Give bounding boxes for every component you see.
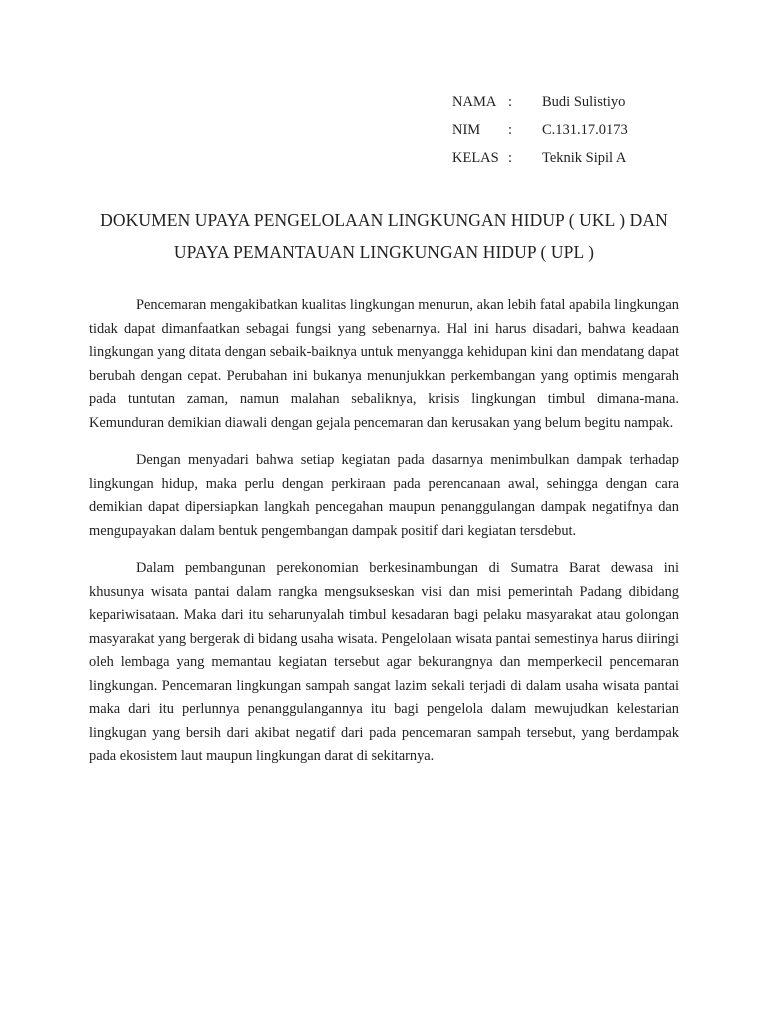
identity-label: KELAS: [452, 150, 499, 166]
identity-label: NAMA: [452, 94, 497, 110]
identity-separator: :: [508, 122, 513, 138]
identity-value: Budi Sulistiyo: [542, 94, 626, 110]
identity-row-class: [452, 148, 712, 176]
body-paragraph-2: Dengan menyadari bahwa setiap kegiatan pada dasarnya menimbulkan dampak terhadap lingkungan hidup, maka perlu dengan perkiraan pada perencanaan awal, sehingga dengan cara demikian dapat dipersiapkan langkah pencegahan maupun penanggulangan dampak negatifnya dan mengupayakan dalam bentuk pengembangan dampak positif dari kegiatan tersdebut.: [89, 452, 679, 539]
body-paragraph-1: Pencemaran mengakibatkan kualitas lingkungan menurun, akan lebih fatal apabila lingkungan tidak dapat dimanfaatkan sebagai fungsi yang sebenarnya. Hal ini harus disadari, bahwa keadaan lingkungan yang ditata dengan sebaik-baiknya untuk menyangga kehidupan kini dan mendatang dapat berubah dengan cepat. Perubahan ini bukanya menunjukkan perkembangan yang optimis mengarah pada tuntutan zaman, namun malahan sebaliknya, krisis lingkungan timbul dimana-mana. Kemunduran demikian diawali dengan gejala pencemaran dan kerusakan yang belum begitu nampak.: [89, 297, 679, 431]
identity-value: Teknik Sipil A: [542, 150, 627, 166]
identity-separator: :: [508, 150, 513, 166]
student-identity-block: [452, 92, 712, 176]
identity-label: NIM: [452, 122, 481, 138]
identity-value: C.131.17.0173: [542, 122, 628, 138]
document-title: [70, 204, 698, 268]
document-title-line-1: DOKUMEN UPAYA PENGELOLAAN LINGKUNGAN HIDUP ( UKL ) DAN: [100, 210, 668, 230]
identity-row-nim: [452, 120, 712, 148]
body-paragraph-3: Dalam pembangunan perekonomian berkesinambungan di Sumatra Barat dewasa ini khusunya wisata pantai dalam rangka mengsukseskan visi dan misi pemerintah Padang dibidang kepariwisataan. Maka dari itu seharunyalah timbul kesadaran bagi pelaku masyarakat atau golongan masyarakat yang bergerak di bidang usaha wisata. Pengelolaan wisata pantai semestinya harus diiringi oleh lembaga yang memantau kegiatan tersebut agar bekurangnya dan memperkecil pencemaran lingkungan. Pencemaran lingkungan sampah sangat lazim sekali terjadi di dalam usaha wisata pantai maka dari itu perlunnya penanggulangannya itu bagi pengelola dalam mewujudkan kelestarian lingkugan yang bersih dari akibat negatif dari pada pencemaran sampah tersebut, yang berdampak pada ekosistem laut maupun lingkungan darat di sekitarnya.: [89, 560, 679, 764]
document-body: [89, 294, 679, 783]
document-title-line-2: UPAYA PEMANTAUAN LINGKUNGAN HIDUP ( UPL ): [173, 242, 595, 262]
identity-separator: :: [508, 94, 513, 110]
identity-row-name: [452, 92, 712, 120]
